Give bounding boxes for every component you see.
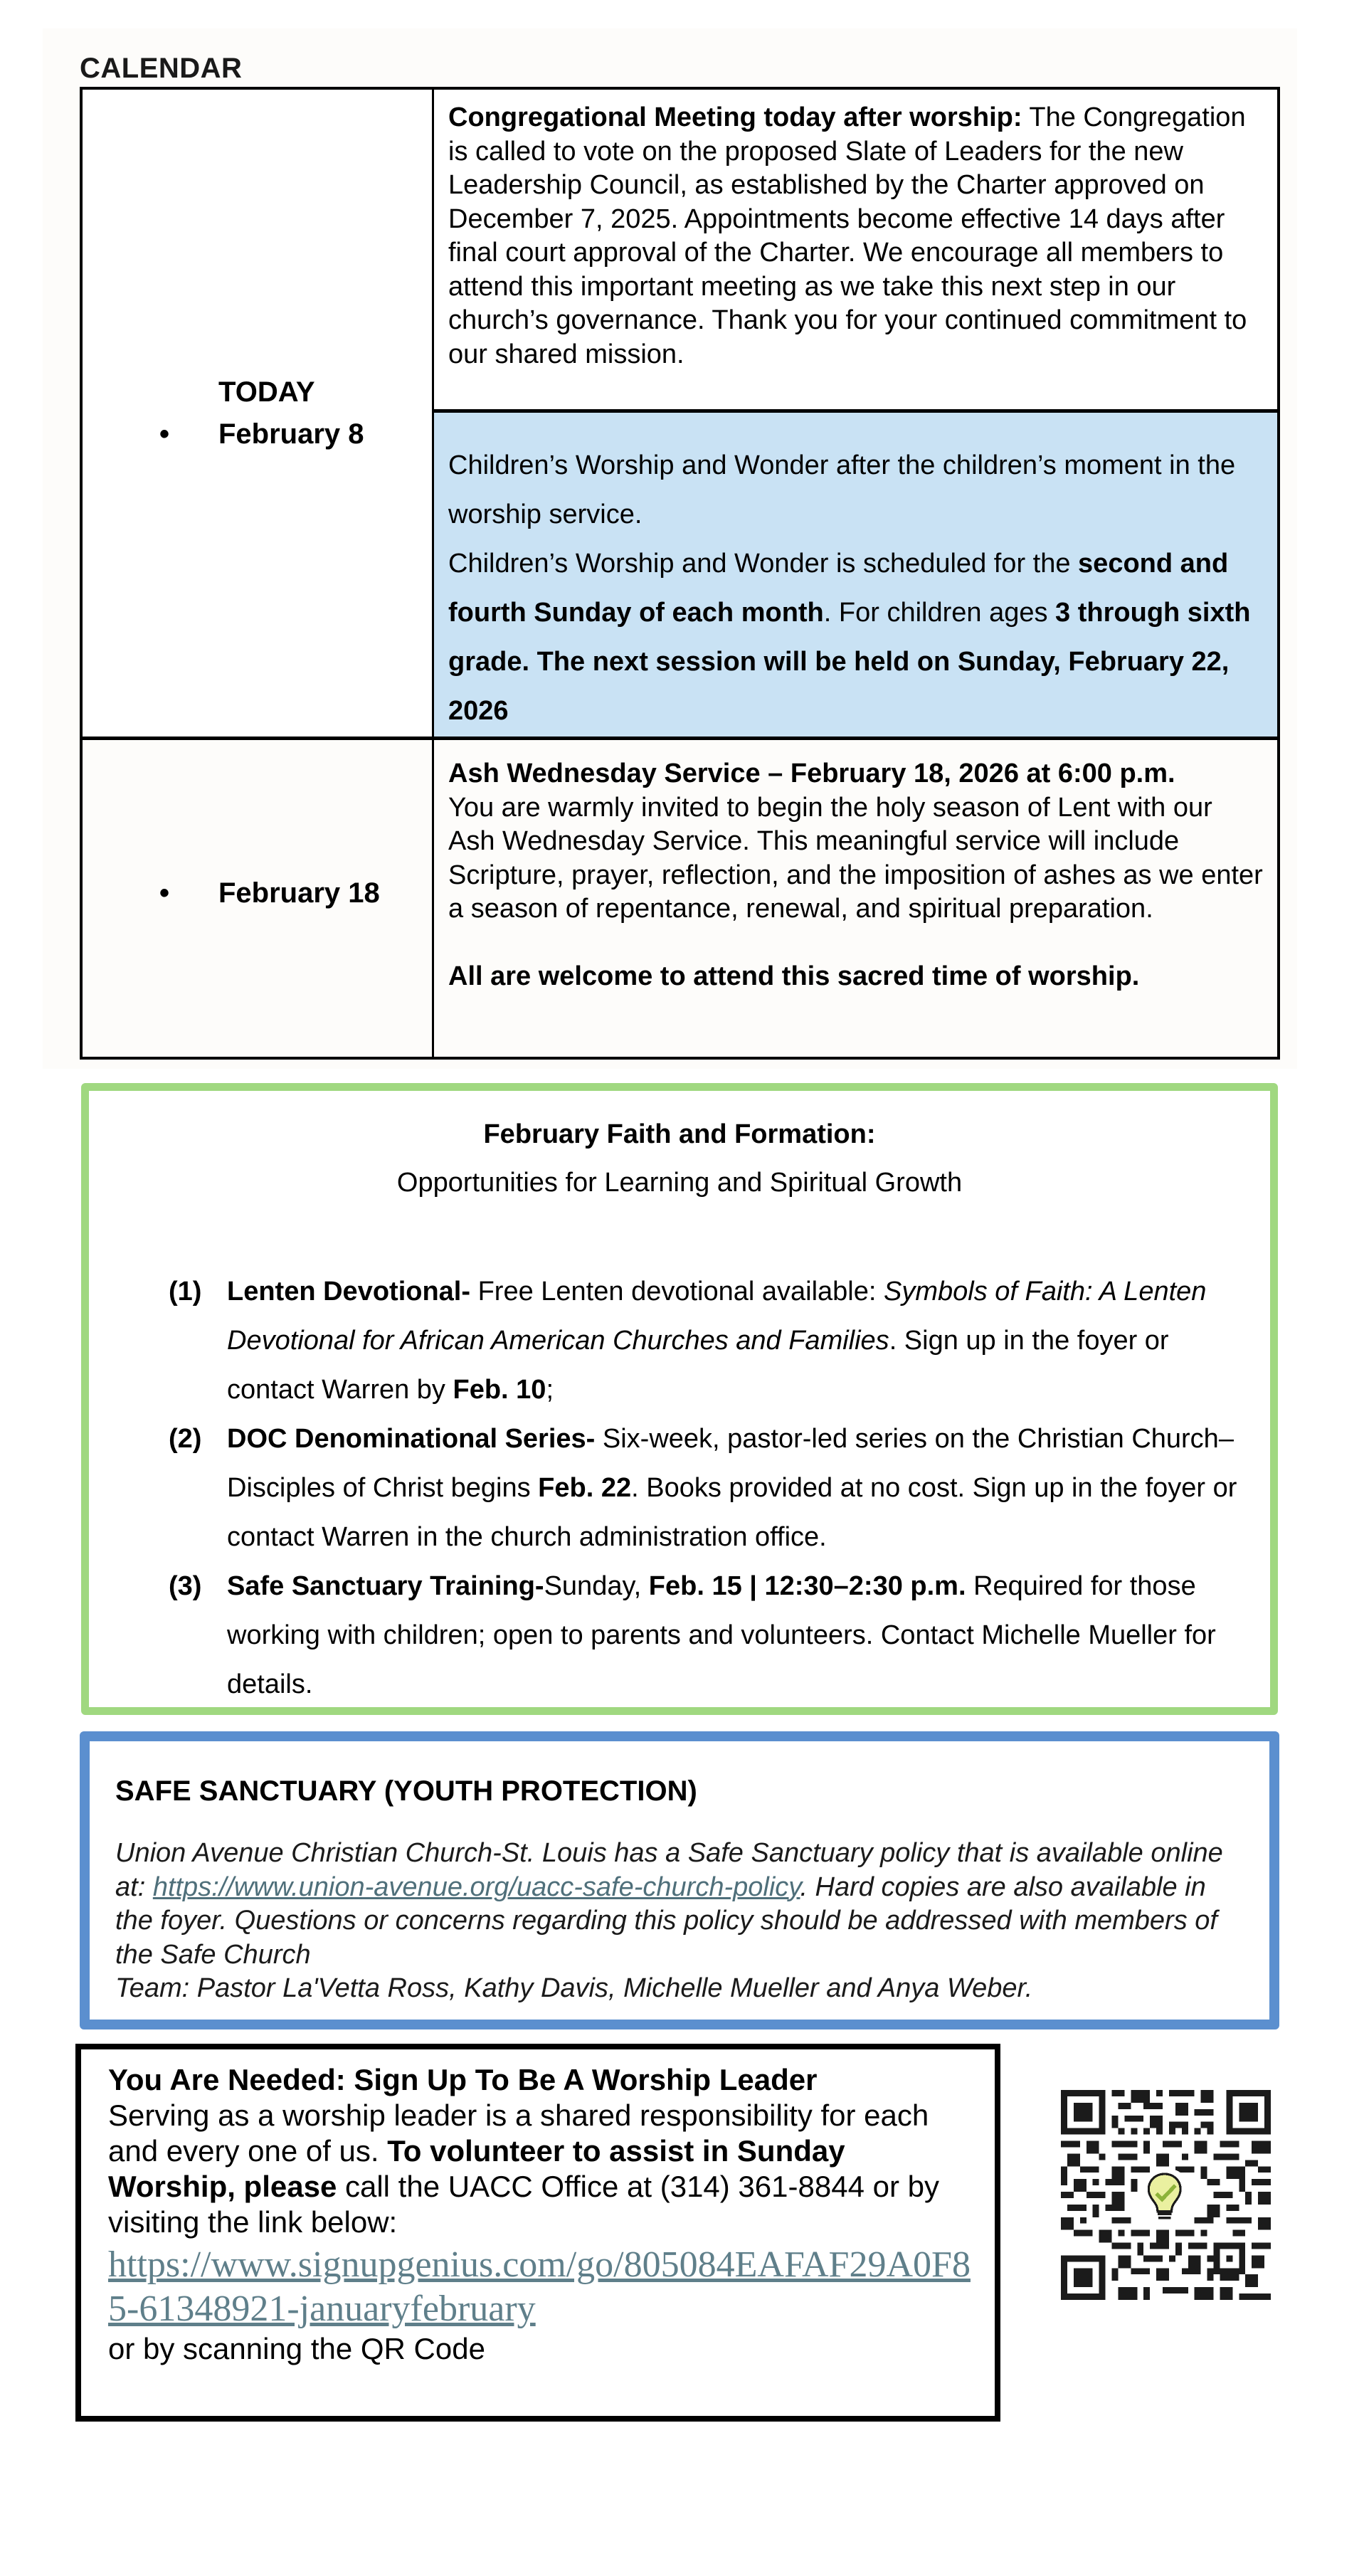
- item-text: . Books provided at no cost. Sign up in the foyer or contact Warren in the church administration office.: [227, 1473, 1237, 1552]
- date-feb-8: February 8: [218, 418, 364, 450]
- signup-genius-link[interactable]: https://www.signupgenius.com/go/805084EAFAF29A0F85-61348921-januaryfebruary: [108, 2244, 971, 2329]
- row-feb8-date-cell: [83, 90, 432, 737]
- worship-leader-box: [75, 2044, 1000, 2422]
- children-text: . For children ages: [823, 598, 1056, 628]
- faith-formation-title: February Faith and Formation:: [483, 1119, 876, 1149]
- item-date: Feb. 15 | 12:30–2:30 p.m.: [648, 1571, 966, 1601]
- calendar-table: [80, 87, 1280, 1060]
- meeting-title: Congregational Meeting today after worship:: [448, 102, 1022, 132]
- item-title: DOC Denominational Series-: [227, 1424, 596, 1454]
- ash-closing: All are welcome to attend this sacred time of worship.: [448, 961, 1140, 991]
- item-text: Free Lenten devotional available:: [470, 1277, 884, 1307]
- meeting-body: The Congregation is called to vote on the proposed Slate of Leaders for the new Leadership Council, as established by the Charter approved on December 7, 2025. Appointments become effective 14 days after final court approval of the Charter. We encourage all members to attend this important meeting as we take this next step in our church’s governance. Thank you for your continued commitment to our shared mission.: [448, 102, 1247, 369]
- list-item: [169, 1415, 1242, 1562]
- volunteer-callout: To volunteer to assist in Sunday Worship, please: [108, 2134, 845, 2203]
- today-label: TODAY: [218, 376, 315, 408]
- policy-text: . Hard copies are also available in the foyer. Questions or concerns regarding this policy should be addressed with members of the Safe Church: [115, 1872, 1217, 1970]
- congregational-meeting-cell: [434, 90, 1277, 409]
- body-text: Serving as a worship leader is a shared responsibility for each and every one of us.: [108, 2099, 929, 2168]
- calendar-heading: CALENDAR: [80, 53, 243, 84]
- qr-code-icon: [1061, 2090, 1271, 2300]
- children-line-1: Children’s Worship and Wonder after the children’s moment in the worship service.: [448, 450, 1236, 529]
- item-text: Sunday,: [544, 1571, 649, 1601]
- safe-sanctuary-title: SAFE SANCTUARY (YOUTH PROTECTION): [115, 1775, 697, 1807]
- worship-leader-title: You Are Needed: Sign Up To Be A Worship Leader: [108, 2063, 818, 2096]
- children-text: Children’s Worship and Wonder is scheduled for the: [448, 549, 1079, 579]
- item-number: (3): [169, 1571, 202, 1601]
- worship-leader-body: [108, 2098, 978, 2240]
- row-feb18-date-cell: [83, 740, 432, 1057]
- policy-text: Union Avenue Christian Church-St. Louis has a Safe Sanctuary policy that is available online at:: [115, 1838, 1223, 1902]
- ash-body: You are warmly invited to begin the holy season of Lent with our Ash Wednesday Service. This meaningful service will include Scripture, prayer, reflection, and the imposition of ashes as we enter a season of repentance, renewal, and spiritual preparation.: [448, 792, 1263, 924]
- faith-formation-list: [169, 1267, 1242, 1709]
- worship-leader-content: [108, 2062, 978, 2367]
- item-text: Six-week, pastor-led series on the Christian Church–Disciples of Christ begins: [227, 1424, 1234, 1503]
- item-number: (1): [169, 1277, 202, 1307]
- item-deadline: Feb. 10: [453, 1375, 546, 1405]
- item-title: Lenten Devotional-: [227, 1277, 471, 1307]
- faith-formation-box: [81, 1083, 1278, 1715]
- list-item: [169, 1267, 1242, 1415]
- bullet-icon: •: [159, 418, 170, 450]
- item-number: (2): [169, 1424, 202, 1454]
- childrens-worship-cell: [434, 413, 1277, 737]
- safe-sanctuary-body: [115, 1837, 1248, 2006]
- signup-qr-code[interactable]: [1061, 2090, 1271, 2300]
- item-text: ;: [546, 1375, 554, 1405]
- item-text: Required for those working with children; open to parents and volunteers. Contact Michelle Mueller for details.: [227, 1571, 1216, 1699]
- faith-formation-subtitle: Opportunities for Learning and Spiritual Growth: [396, 1168, 963, 1198]
- date-feb-18: February 18: [218, 877, 380, 909]
- qr-instruction: or by scanning the QR Code: [108, 2332, 485, 2365]
- devotional-book-title: Symbols of Faith: A Lenten Devotional for African American Churches and Families: [227, 1277, 1207, 1356]
- bullet-icon: •: [159, 877, 170, 909]
- children-next-session: 3 through sixth grade. The next session will be held on Sunday, February 22, 2026: [448, 598, 1251, 726]
- body-text: call the UACC Office at (314) 361-8844 or by visiting the link below:: [108, 2170, 939, 2239]
- item-date: Feb. 22: [538, 1473, 632, 1503]
- list-item: [169, 1562, 1242, 1709]
- safe-church-team: Team: Pastor La'Vetta Ross, Kathy Davis, Michelle Mueller and Anya Weber.: [115, 1973, 1033, 2003]
- item-title: Safe Sanctuary Training-: [227, 1571, 544, 1601]
- item-text: . Sign up in the foyer or contact Warren by: [227, 1326, 1169, 1405]
- column-divider: [432, 90, 434, 1057]
- children-schedule: second and fourth Sunday of each month: [448, 549, 1229, 628]
- ash-wednesday-cell: [434, 740, 1277, 1057]
- policy-link[interactable]: https://www.union-avenue.org/uacc-safe-church-policy: [152, 1872, 800, 1902]
- safe-sanctuary-box: [80, 1731, 1279, 2029]
- ash-title: Ash Wednesday Service – February 18, 2026 at 6:00 p.m.: [448, 759, 1175, 788]
